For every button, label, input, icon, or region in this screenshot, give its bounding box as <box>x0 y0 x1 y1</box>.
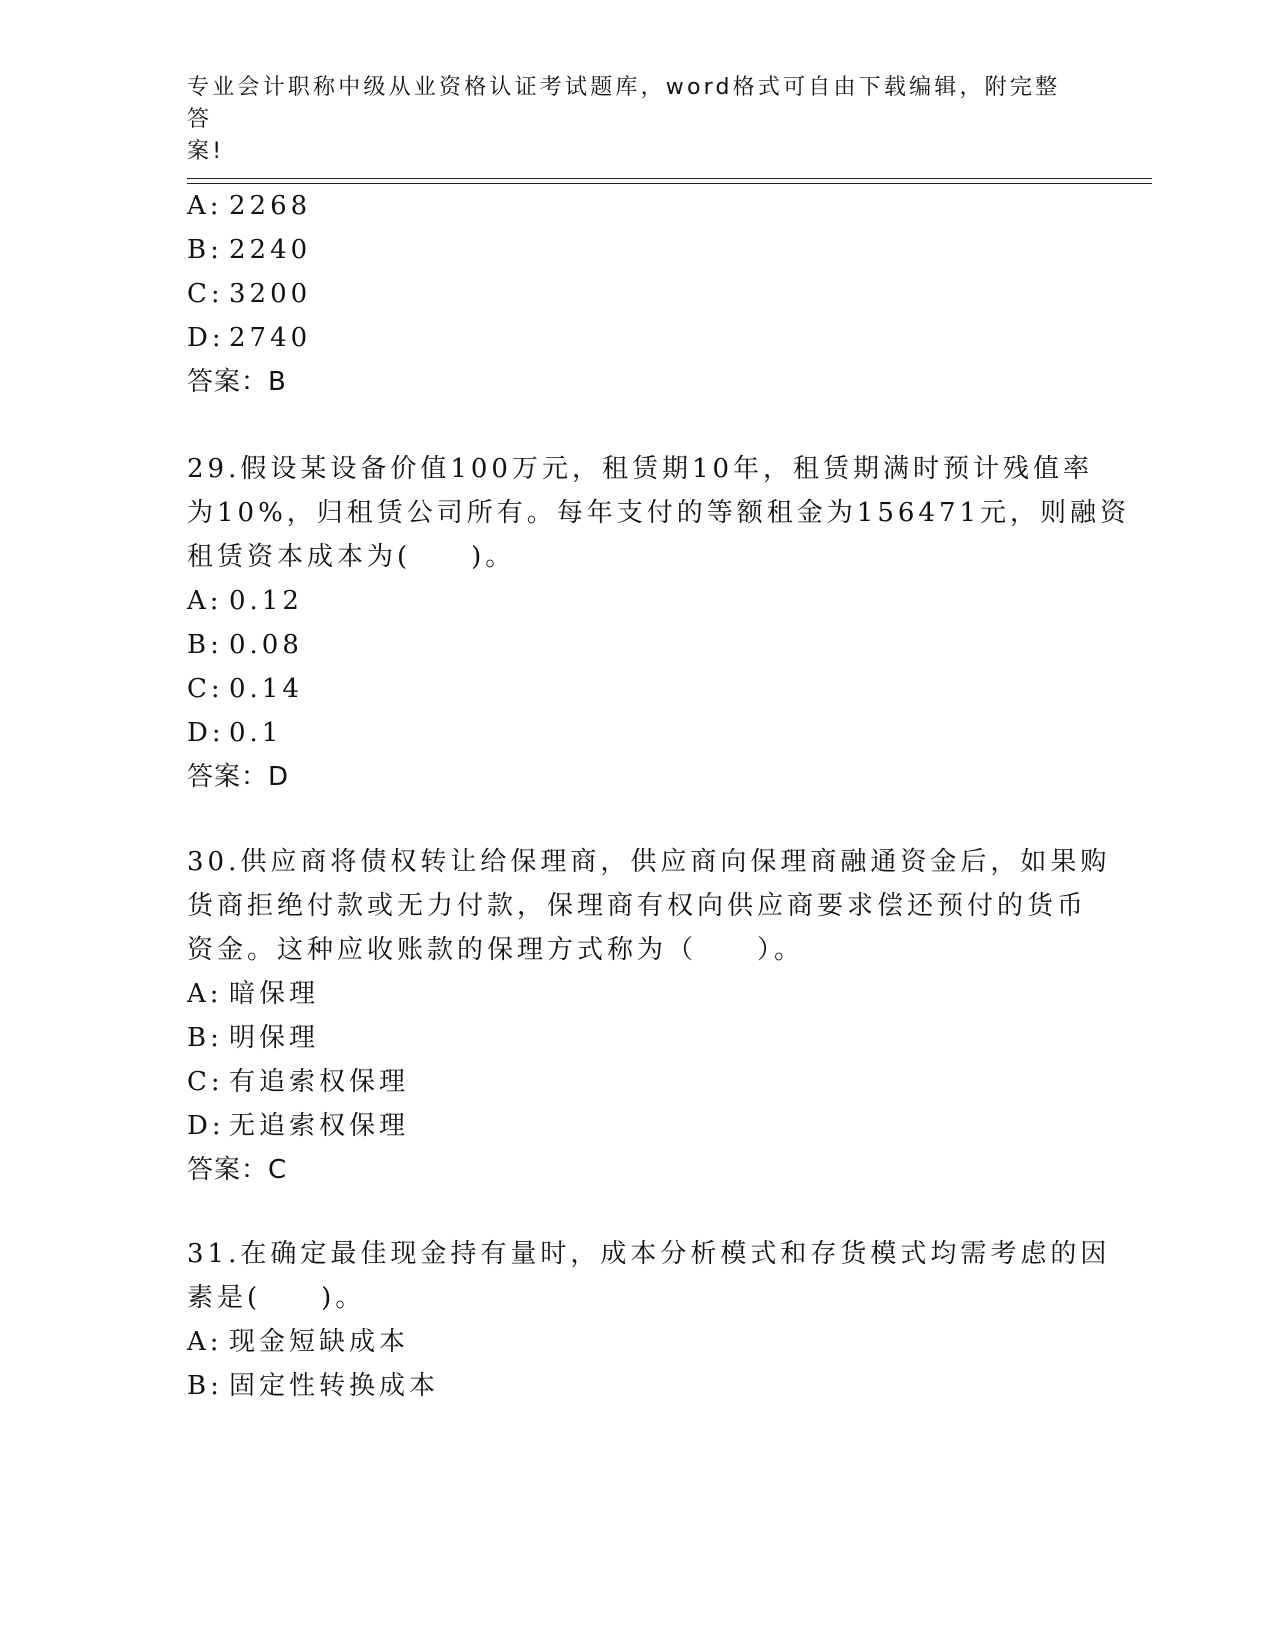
option-d <box>187 1110 409 1142</box>
option-text: 无追索权保理 <box>229 1111 410 1141</box>
option-text: 2268 <box>229 191 312 221</box>
option-a <box>187 1326 409 1358</box>
option-text: 0.1 <box>229 718 283 748</box>
question-text-line: 资金。这种应收账款的保理方式称为（ ）。 <box>187 935 805 965</box>
question-text-line: 租赁资本成本为( )。 <box>187 542 516 572</box>
option-b <box>187 234 311 266</box>
option-key: C: <box>187 279 224 309</box>
question-text-line: 货商拒绝付款或无力付款，保理商有权向供应商要求偿还预付的货币 <box>187 891 1088 921</box>
answer: 答案：D <box>187 762 290 792</box>
option-text: 有追索权保理 <box>229 1067 410 1097</box>
option-key: D: <box>187 323 225 353</box>
question-text-line: 31.在确定最佳现金持有量时，成本分析模式和存货模式均需考虑的因 <box>187 1239 1111 1269</box>
option-key: A: <box>187 586 223 616</box>
option-a <box>187 585 303 617</box>
option-d <box>187 717 282 749</box>
question-text-line: 29.假设某设备价值100万元，租赁期10年，租赁期满时预计残值率 <box>187 454 1094 484</box>
answer: 答案：C <box>187 1155 288 1185</box>
option-text: 现金短缺成本 <box>229 1327 410 1357</box>
question-text-line: 为10%，归租赁公司所有。每年支付的等额租金为156471元，则融资 <box>187 498 1131 528</box>
header-line-2: 案! <box>187 139 225 164</box>
option-b <box>187 1022 319 1054</box>
header-divider-top <box>187 178 1152 179</box>
option-key: A: <box>187 191 223 221</box>
answer: 答案：B <box>187 367 287 397</box>
option-key: B: <box>187 630 223 660</box>
question-text-line: 30.供应商将债权转让给保理商，供应商向保理商融通资金后，如果购 <box>187 847 1111 877</box>
option-key: D: <box>187 718 225 748</box>
option-text: 0.14 <box>229 674 303 704</box>
option-c <box>187 1066 409 1098</box>
option-a <box>187 978 319 1010</box>
option-key: A: <box>187 1327 223 1357</box>
option-text: 0.08 <box>229 630 303 660</box>
option-b <box>187 1370 439 1402</box>
header-line-1: 专业会计职称中级从业资格认证考试题库，word格式可自由下载编辑，附完整答 <box>187 75 1061 132</box>
option-key: B: <box>187 235 223 265</box>
option-key: C: <box>187 1067 224 1097</box>
option-key: A: <box>187 979 223 1009</box>
option-text: 明保理 <box>229 1023 320 1053</box>
option-text: 2240 <box>229 235 312 265</box>
option-key: B: <box>187 1023 223 1053</box>
option-text: 0.12 <box>229 586 303 616</box>
option-b <box>187 629 303 661</box>
page-header <box>187 72 1067 168</box>
question-text-line: 素是( )。 <box>187 1283 366 1313</box>
option-text: 2740 <box>229 323 312 353</box>
option-text: 暗保理 <box>229 979 320 1009</box>
option-d <box>187 322 311 354</box>
option-text: 固定性转换成本 <box>229 1371 440 1401</box>
option-key: D: <box>187 1111 225 1141</box>
option-key: B: <box>187 1371 223 1401</box>
option-c <box>187 673 303 705</box>
option-key: C: <box>187 674 224 704</box>
option-a <box>187 190 311 222</box>
header-divider-bottom <box>187 183 1152 184</box>
option-c <box>187 278 311 310</box>
option-text: 3200 <box>229 279 312 309</box>
